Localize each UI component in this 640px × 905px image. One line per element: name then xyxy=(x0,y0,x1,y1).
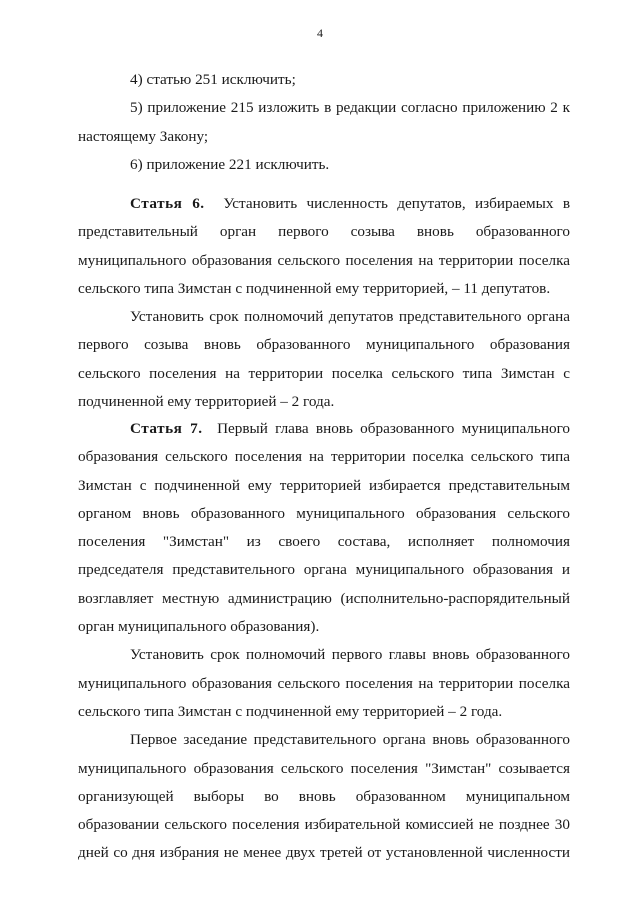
paragraph-line: сельского типа Зимстан с подчиненной ему территорией, – 11 депутатов. xyxy=(78,279,551,297)
amendment-list xyxy=(78,66,570,179)
paragraph-line: подчиненной ему территорией – 2 года. xyxy=(78,393,335,411)
paragraph-line: председателя представительного органа муниципального образования и xyxy=(78,561,570,579)
article-6-title: Статья 6. xyxy=(130,195,205,212)
article-7 xyxy=(78,415,570,868)
article-7-title: Статья 7. xyxy=(130,420,203,437)
paragraph-line: поселения "Зимстан" из своего состава, исполняет полномочия xyxy=(78,533,570,551)
paragraph-line: Зимстан с подчиненной ему территорией избирается представительным xyxy=(78,476,570,494)
paragraph-line: возглавляет местную администрацию (исполнительно-распорядительный xyxy=(78,589,570,607)
list-item-continuation: настоящему Закону; xyxy=(78,127,209,145)
list-item: 5) приложение 215 изложить в редакции согласно приложению 2 к xyxy=(130,99,570,117)
paragraph-line: органом вновь образованного муниципального образования сельского xyxy=(78,504,570,522)
paragraph-line: сельского поселения на территории поселка сельского типа Зимстан с xyxy=(78,364,570,382)
paragraph-line: сельского типа Зимстан с подчиненной ему территорией – 2 года. xyxy=(78,702,503,720)
paragraph-line: организующей выборы во вновь образованном муниципальном xyxy=(78,787,570,805)
paragraph-line: образования сельского поселения на территории поселка сельского типа xyxy=(78,448,570,466)
paragraph-line: дней со дня избрания не менее двух третей от установленной численности xyxy=(78,844,570,862)
list-item: 4) статью 251 исключить; xyxy=(130,71,296,88)
paragraph-line: муниципального образования сельского поселения на территории поселка xyxy=(78,674,570,692)
paragraph-line: образовании сельского поселения избирательной комиссией не позднее 30 xyxy=(78,816,570,834)
page-number: 4 xyxy=(317,26,323,40)
paragraph-line: Установить срок полномочий первого главы вновь образованного xyxy=(130,646,570,664)
list-item: 6) приложение 221 исключить. xyxy=(130,155,330,173)
paragraph-line: муниципального образования сельского поселения на территории поселка xyxy=(78,251,570,269)
article-6 xyxy=(78,190,570,416)
paragraph-line: муниципального образования сельского поселения "Зимстан" созывается xyxy=(78,759,570,777)
paragraph-line: первого созыва вновь образованного муниципального образования xyxy=(78,336,570,354)
paragraph-line: Установить срок полномочий депутатов представительного органа xyxy=(130,308,570,326)
paragraph-line: представительный орган первого созыва вновь образованного xyxy=(78,223,570,241)
article-6-first-line: Статья 6. Установить численность депутатов, избираемых в xyxy=(130,195,571,212)
paragraph-line: орган муниципального образования). xyxy=(78,618,320,636)
paragraph-line: Первое заседание представительного органа вновь образованного xyxy=(130,731,570,749)
article-7-first-line: Статья 7. Первый глава вновь образованного муниципального xyxy=(130,420,571,437)
